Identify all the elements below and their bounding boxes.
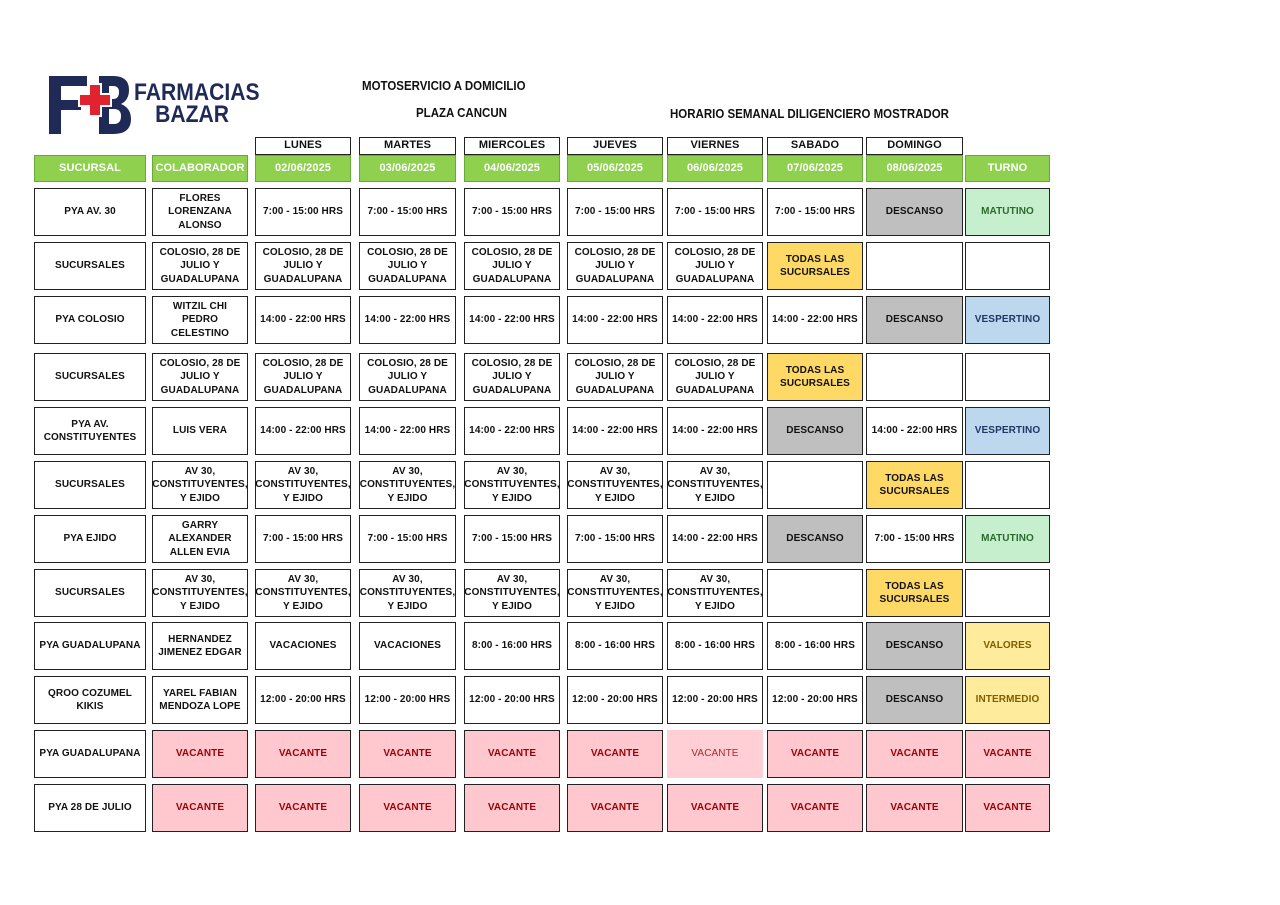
table-cell — [767, 188, 863, 236]
table-cell — [866, 242, 963, 290]
table-cell-text: VESPERTINO — [974, 425, 1041, 437]
column-header-date-thu-text: 05/06/2025 — [586, 161, 644, 174]
day-header-miercoles — [464, 137, 560, 155]
table-cell-text: COLOSIO, 28 DE JULIO Y GUADALUPANA — [367, 357, 448, 396]
table-cell — [255, 296, 351, 344]
column-header-date-mon-text: 02/06/2025 — [274, 161, 332, 174]
table-cell — [866, 353, 963, 401]
branch-cell — [34, 188, 146, 236]
collaborator-cell — [152, 188, 248, 236]
table-cell-text: 14:00 - 22:00 HRS — [672, 533, 758, 545]
table-cell — [255, 407, 351, 455]
table-cell — [255, 676, 351, 724]
table-cell-text: 12:00 - 20:00 HRS — [260, 694, 346, 706]
table-cell-text: COLOSIO, 28 DE JULIO Y GUADALUPANA — [574, 246, 656, 285]
table-cell — [567, 622, 663, 670]
table-cell — [866, 784, 963, 832]
table-cell-text: PYA COLOSIO — [55, 314, 125, 326]
shift-badge — [965, 730, 1050, 778]
table-cell-text: HERNANDEZ JIMENEZ EDGAR — [158, 633, 242, 658]
table-cell — [464, 353, 560, 401]
table-cell — [464, 730, 560, 778]
table-cell — [359, 242, 456, 290]
table-cell-text: SUCURSALES — [55, 371, 125, 383]
table-cell-text: DESCANSO — [885, 314, 944, 326]
table-cell — [255, 515, 351, 563]
column-header-colaborador — [152, 155, 248, 182]
collaborator-cell — [152, 353, 248, 401]
day-header-lunes — [255, 137, 351, 155]
table-cell — [255, 622, 351, 670]
column-header-date-sun-text: 08/06/2025 — [886, 161, 943, 174]
branch-cell — [34, 676, 146, 724]
day-header-miercoles-text: MIERCOLES — [478, 139, 546, 152]
table-cell-text: VACANTE — [691, 748, 739, 760]
table-cell-text: MATUTINO — [981, 206, 1034, 218]
collaborator-cell — [152, 242, 248, 290]
table-cell — [567, 188, 663, 236]
table-cell-text: GARRY ALEXANDER ALLEN EVIA — [168, 519, 232, 558]
table-cell — [255, 730, 351, 778]
collaborator-cell — [152, 569, 248, 617]
table-cell — [866, 188, 963, 236]
shift-badge — [965, 188, 1050, 236]
table-cell-text: LUIS VERA — [172, 425, 228, 437]
brand-name-line2: BAZAR — [155, 101, 230, 128]
day-header-lunes-text: LUNES — [284, 139, 322, 152]
table-cell — [464, 784, 560, 832]
table-cell — [359, 407, 456, 455]
table-cell — [866, 730, 963, 778]
table-cell — [667, 461, 763, 509]
table-cell — [767, 461, 863, 509]
table-cell-text: PYA EJIDO — [63, 533, 117, 545]
branch-cell — [34, 515, 146, 563]
collaborator-cell — [152, 296, 248, 344]
table-cell — [359, 296, 456, 344]
column-header-date-sat — [767, 155, 863, 182]
table-cell-text: 14:00 - 22:00 HRS — [871, 425, 958, 437]
table-cell-text: DESCANSO — [885, 206, 944, 218]
table-cell — [866, 676, 963, 724]
shift-badge — [965, 676, 1050, 724]
table-cell-text: 12:00 - 20:00 HRS — [672, 694, 758, 706]
column-header-date-wed — [464, 155, 560, 182]
table-cell — [255, 569, 351, 617]
table-cell-text: DESCANSO — [786, 533, 844, 545]
table-cell-text: 8:00 - 16:00 HRS — [575, 640, 655, 652]
table-cell-text: VACANTE — [278, 748, 328, 760]
table-cell — [464, 296, 560, 344]
table-cell-text: 7:00 - 15:00 HRS — [575, 533, 655, 545]
table-cell-text: VESPERTINO — [974, 314, 1041, 326]
table-cell-text: VACANTE — [890, 802, 939, 814]
table-cell-text: TODAS LAS SUCURSALES — [879, 472, 950, 497]
collaborator-cell — [152, 622, 248, 670]
table-cell-text: MATUTINO — [981, 533, 1034, 545]
table-cell — [667, 296, 763, 344]
day-header-jueves-text: JUEVES — [592, 139, 637, 152]
table-cell-text: 7:00 - 15:00 HRS — [472, 533, 552, 545]
shift-badge — [965, 353, 1050, 401]
table-cell — [667, 730, 763, 778]
column-header-date-tue — [359, 155, 456, 182]
table-cell — [866, 296, 963, 344]
table-cell-text: AV 30, CONSTITUYENTES, Y EJIDO — [464, 573, 560, 612]
table-cell-text: AV 30, CONSTITUYENTES, Y EJIDO — [567, 573, 663, 612]
branch-cell — [34, 784, 146, 832]
day-header-viernes — [667, 137, 763, 155]
table-cell-text: 14:00 - 22:00 HRS — [572, 425, 658, 437]
brand-name — [134, 79, 277, 128]
table-cell-text: AV 30, CONSTITUYENTES, Y EJIDO — [152, 465, 248, 504]
table-cell — [866, 515, 963, 563]
schedule-title: HORARIO SEMANAL DILIGENCIERO MOSTRADOR — [670, 107, 949, 121]
plaza-title: PLAZA CANCUN — [416, 106, 507, 120]
table-cell-text: 7:00 - 15:00 HRS — [874, 533, 955, 545]
table-cell — [567, 353, 663, 401]
branch-cell — [34, 622, 146, 670]
branch-cell — [34, 242, 146, 290]
table-cell — [567, 676, 663, 724]
table-cell-text: WITZIL CHI PEDRO CELESTINO — [170, 300, 230, 339]
table-cell — [464, 242, 560, 290]
table-cell — [567, 296, 663, 344]
column-header-sucursal — [34, 155, 146, 182]
table-cell-text: 14:00 - 22:00 HRS — [364, 314, 451, 326]
day-header-sabado-text: SABADO — [790, 139, 840, 152]
table-cell — [567, 784, 663, 832]
table-cell — [255, 353, 351, 401]
table-cell-text: FLORES LORENZANA ALONSO — [168, 192, 232, 231]
table-cell — [464, 461, 560, 509]
day-header-domingo-text: DOMINGO — [887, 139, 942, 152]
shift-badge — [965, 296, 1050, 344]
table-cell — [767, 515, 863, 563]
table-cell-text: AV 30, CONSTITUYENTES, Y EJIDO — [255, 465, 351, 504]
table-cell — [255, 242, 351, 290]
column-header-date-tue-text: 03/06/2025 — [379, 161, 436, 174]
table-cell — [359, 569, 456, 617]
table-cell-text: QROO COZUMEL KIKIS — [48, 687, 132, 712]
table-cell-text: PYA GUADALUPANA — [39, 748, 141, 760]
table-cell-text: 12:00 - 20:00 HRS — [572, 694, 658, 706]
branch-cell — [34, 353, 146, 401]
table-cell-text: 12:00 - 20:00 HRS — [364, 694, 451, 706]
table-cell — [567, 242, 663, 290]
table-cell — [767, 569, 863, 617]
table-cell — [464, 188, 560, 236]
table-cell-text: PYA AV. CONSTITUYENTES — [43, 418, 137, 443]
table-cell-text: 12:00 - 20:00 HRS — [469, 694, 555, 706]
table-cell — [767, 242, 863, 290]
collaborator-cell — [152, 515, 248, 563]
table-cell-text: 14:00 - 22:00 HRS — [260, 314, 346, 326]
table-cell — [567, 461, 663, 509]
table-cell — [667, 407, 763, 455]
table-cell-text: COLOSIO, 28 DE JULIO Y GUADALUPANA — [674, 357, 756, 396]
table-cell — [767, 676, 863, 724]
table-cell-text: VACANTE — [383, 748, 432, 760]
table-cell-text: VACACIONES — [269, 640, 337, 652]
table-cell-text: TODAS LAS SUCURSALES — [780, 364, 850, 389]
table-cell — [866, 407, 963, 455]
table-cell — [767, 407, 863, 455]
table-cell — [359, 353, 456, 401]
column-header-date-thu — [567, 155, 663, 182]
table-cell-text: 14:00 - 22:00 HRS — [364, 425, 451, 437]
table-cell — [464, 676, 560, 724]
column-header-colaborador-text: COLABORADOR — [155, 161, 245, 174]
table-cell-text: AV 30, CONSTITUYENTES, Y EJIDO — [359, 465, 456, 504]
day-header-domingo — [866, 137, 963, 155]
table-cell — [255, 784, 351, 832]
table-cell-text: COLOSIO, 28 DE JULIO Y GUADALUPANA — [471, 246, 553, 285]
day-header-sabado — [767, 137, 863, 155]
table-cell-text: AV 30, CONSTITUYENTES, Y EJIDO — [255, 573, 351, 612]
collaborator-cell — [152, 461, 248, 509]
collaborator-cell — [152, 407, 248, 455]
table-cell-text: PYA GUADALUPANA — [39, 640, 141, 652]
table-cell-text: DESCANSO — [786, 425, 844, 437]
table-cell-text: 7:00 - 15:00 HRS — [367, 206, 448, 218]
table-cell-text: INTERMEDIO — [975, 694, 1040, 706]
brand-name-line1: FARMACIAS — [134, 79, 260, 106]
table-cell-text: VACANTE — [590, 802, 640, 814]
shift-badge — [965, 622, 1050, 670]
day-header-viernes-text: VIERNES — [690, 139, 740, 152]
table-cell-text: VACANTE — [278, 802, 328, 814]
table-cell-text: 14:00 - 22:00 HRS — [772, 314, 858, 326]
table-cell — [464, 515, 560, 563]
table-cell-text: 8:00 - 16:00 HRS — [775, 640, 855, 652]
table-cell-text: VACANTE — [590, 748, 640, 760]
table-cell-text: VACANTE — [790, 802, 840, 814]
day-header-martes-text: MARTES — [383, 139, 432, 152]
table-cell-text: VACANTE — [487, 748, 537, 760]
day-header-jueves — [567, 137, 663, 155]
table-cell — [667, 676, 763, 724]
table-cell — [667, 188, 763, 236]
table-cell-text: 7:00 - 15:00 HRS — [775, 206, 855, 218]
table-cell-text: YAREL FABIAN MENDOZA LOPE — [159, 687, 241, 712]
table-cell — [866, 461, 963, 509]
column-header-date-wed-text: 04/06/2025 — [483, 161, 541, 174]
shift-badge — [965, 784, 1050, 832]
table-cell-text: COLOSIO, 28 DE JULIO Y GUADALUPANA — [159, 246, 241, 285]
table-cell — [767, 296, 863, 344]
column-header-sucursal-text: SUCURSAL — [59, 161, 121, 174]
collaborator-cell — [152, 676, 248, 724]
table-cell-text: VACANTE — [983, 748, 1032, 760]
branch-cell — [34, 461, 146, 509]
table-cell-text: PYA AV. 30 — [64, 206, 116, 218]
table-cell-text: 12:00 - 20:00 HRS — [772, 694, 858, 706]
table-cell-text: AV 30, CONSTITUYENTES, Y EJIDO — [567, 465, 663, 504]
table-cell — [767, 730, 863, 778]
shift-badge — [965, 515, 1050, 563]
branch-cell — [34, 296, 146, 344]
shift-badge — [965, 242, 1050, 290]
table-cell-text: COLOSIO, 28 DE JULIO Y GUADALUPANA — [574, 357, 656, 396]
table-cell-text: COLOSIO, 28 DE JULIO Y GUADALUPANA — [471, 357, 553, 396]
table-cell — [359, 676, 456, 724]
table-cell-text: PYA 28 DE JULIO — [48, 802, 132, 814]
table-cell-text: AV 30, CONSTITUYENTES, Y EJIDO — [152, 573, 248, 612]
table-cell-text: COLOSIO, 28 DE JULIO Y GUADALUPANA — [262, 246, 344, 285]
table-cell — [667, 784, 763, 832]
table-cell — [359, 622, 456, 670]
table-cell-text: DESCANSO — [885, 694, 944, 706]
table-cell — [567, 569, 663, 617]
table-cell-text: 7:00 - 15:00 HRS — [575, 206, 655, 218]
column-header-date-sun — [866, 155, 963, 182]
table-cell-text: COLOSIO, 28 DE JULIO Y GUADALUPANA — [159, 357, 241, 396]
table-cell-text: 7:00 - 15:00 HRS — [367, 533, 448, 545]
table-cell-text: 14:00 - 22:00 HRS — [260, 425, 346, 437]
table-cell — [866, 569, 963, 617]
table-cell-text: TODAS LAS SUCURSALES — [879, 580, 950, 605]
table-cell — [866, 622, 963, 670]
branch-cell — [34, 569, 146, 617]
table-cell-text: SUCURSALES — [55, 260, 125, 272]
table-cell-text: AV 30, CONSTITUYENTES, Y EJIDO — [667, 465, 763, 504]
table-cell-text: VACANTE — [175, 802, 225, 814]
collaborator-cell — [152, 730, 248, 778]
table-cell-text: COLOSIO, 28 DE JULIO Y GUADALUPANA — [674, 246, 756, 285]
column-header-date-mon — [255, 155, 351, 182]
table-cell — [667, 353, 763, 401]
table-cell — [359, 188, 456, 236]
table-cell-text: AV 30, CONSTITUYENTES, Y EJIDO — [359, 573, 456, 612]
table-cell — [767, 784, 863, 832]
table-cell-text: COLOSIO, 28 DE JULIO Y GUADALUPANA — [262, 357, 344, 396]
column-header-date-sat-text: 07/06/2025 — [786, 161, 844, 174]
table-cell-text: 14:00 - 22:00 HRS — [469, 425, 555, 437]
table-cell — [667, 242, 763, 290]
table-cell-text: VACANTE — [383, 802, 432, 814]
table-cell-text: 7:00 - 15:00 HRS — [263, 206, 343, 218]
branch-cell — [34, 730, 146, 778]
table-cell — [255, 188, 351, 236]
table-cell-text: COLOSIO, 28 DE JULIO Y GUADALUPANA — [367, 246, 448, 285]
table-cell-text: 14:00 - 22:00 HRS — [572, 314, 658, 326]
table-cell — [567, 407, 663, 455]
table-cell — [359, 784, 456, 832]
table-cell-text: VACANTE — [487, 802, 537, 814]
table-cell-text: 14:00 - 22:00 HRS — [672, 314, 758, 326]
table-cell-text: SUCURSALES — [55, 587, 125, 599]
table-cell — [667, 622, 763, 670]
table-cell-text: VACANTE — [690, 802, 740, 814]
table-cell-text: 14:00 - 22:00 HRS — [672, 425, 758, 437]
table-cell-text: VACACIONES — [374, 640, 441, 652]
table-cell — [767, 353, 863, 401]
day-header-martes — [359, 137, 456, 155]
table-cell-text: VACANTE — [890, 748, 939, 760]
table-cell — [464, 407, 560, 455]
table-cell — [667, 515, 763, 563]
table-cell-text: SUCURSALES — [55, 479, 125, 491]
table-cell — [667, 569, 763, 617]
table-cell — [464, 622, 560, 670]
shift-badge — [965, 569, 1050, 617]
table-cell-text: 7:00 - 15:00 HRS — [472, 206, 552, 218]
table-cell — [359, 461, 456, 509]
table-cell-text: AV 30, CONSTITUYENTES, Y EJIDO — [464, 465, 560, 504]
table-cell-text: AV 30, CONSTITUYENTES, Y EJIDO — [667, 573, 763, 612]
collaborator-cell — [152, 784, 248, 832]
table-cell-text: 8:00 - 16:00 HRS — [472, 640, 552, 652]
table-cell — [255, 461, 351, 509]
column-header-turno-text: TURNO — [987, 161, 1028, 174]
table-cell-text: VACANTE — [790, 748, 840, 760]
table-cell-text: 7:00 - 15:00 HRS — [675, 206, 755, 218]
shift-badge — [965, 407, 1050, 455]
table-cell-text: VALORES — [983, 640, 1032, 652]
column-header-date-fri — [667, 155, 763, 182]
table-cell — [359, 730, 456, 778]
column-header-turno — [965, 155, 1050, 182]
table-cell-text: 8:00 - 16:00 HRS — [675, 640, 755, 652]
table-cell — [767, 622, 863, 670]
column-header-date-fri-text: 06/06/2025 — [686, 161, 744, 174]
service-title: MOTOSERVICIO A DOMICILIO — [362, 79, 526, 93]
table-cell-text: VACANTE — [175, 748, 225, 760]
table-cell-text: VACANTE — [983, 802, 1032, 814]
table-cell — [567, 515, 663, 563]
table-cell — [359, 515, 456, 563]
shift-badge — [965, 461, 1050, 509]
table-cell-text: 14:00 - 22:00 HRS — [469, 314, 555, 326]
table-cell-text: DESCANSO — [885, 640, 944, 652]
branch-cell — [34, 407, 146, 455]
table-cell — [464, 569, 560, 617]
table-cell-text: 7:00 - 15:00 HRS — [263, 533, 343, 545]
table-cell — [567, 730, 663, 778]
table-cell-text: TODAS LAS SUCURSALES — [780, 253, 850, 278]
